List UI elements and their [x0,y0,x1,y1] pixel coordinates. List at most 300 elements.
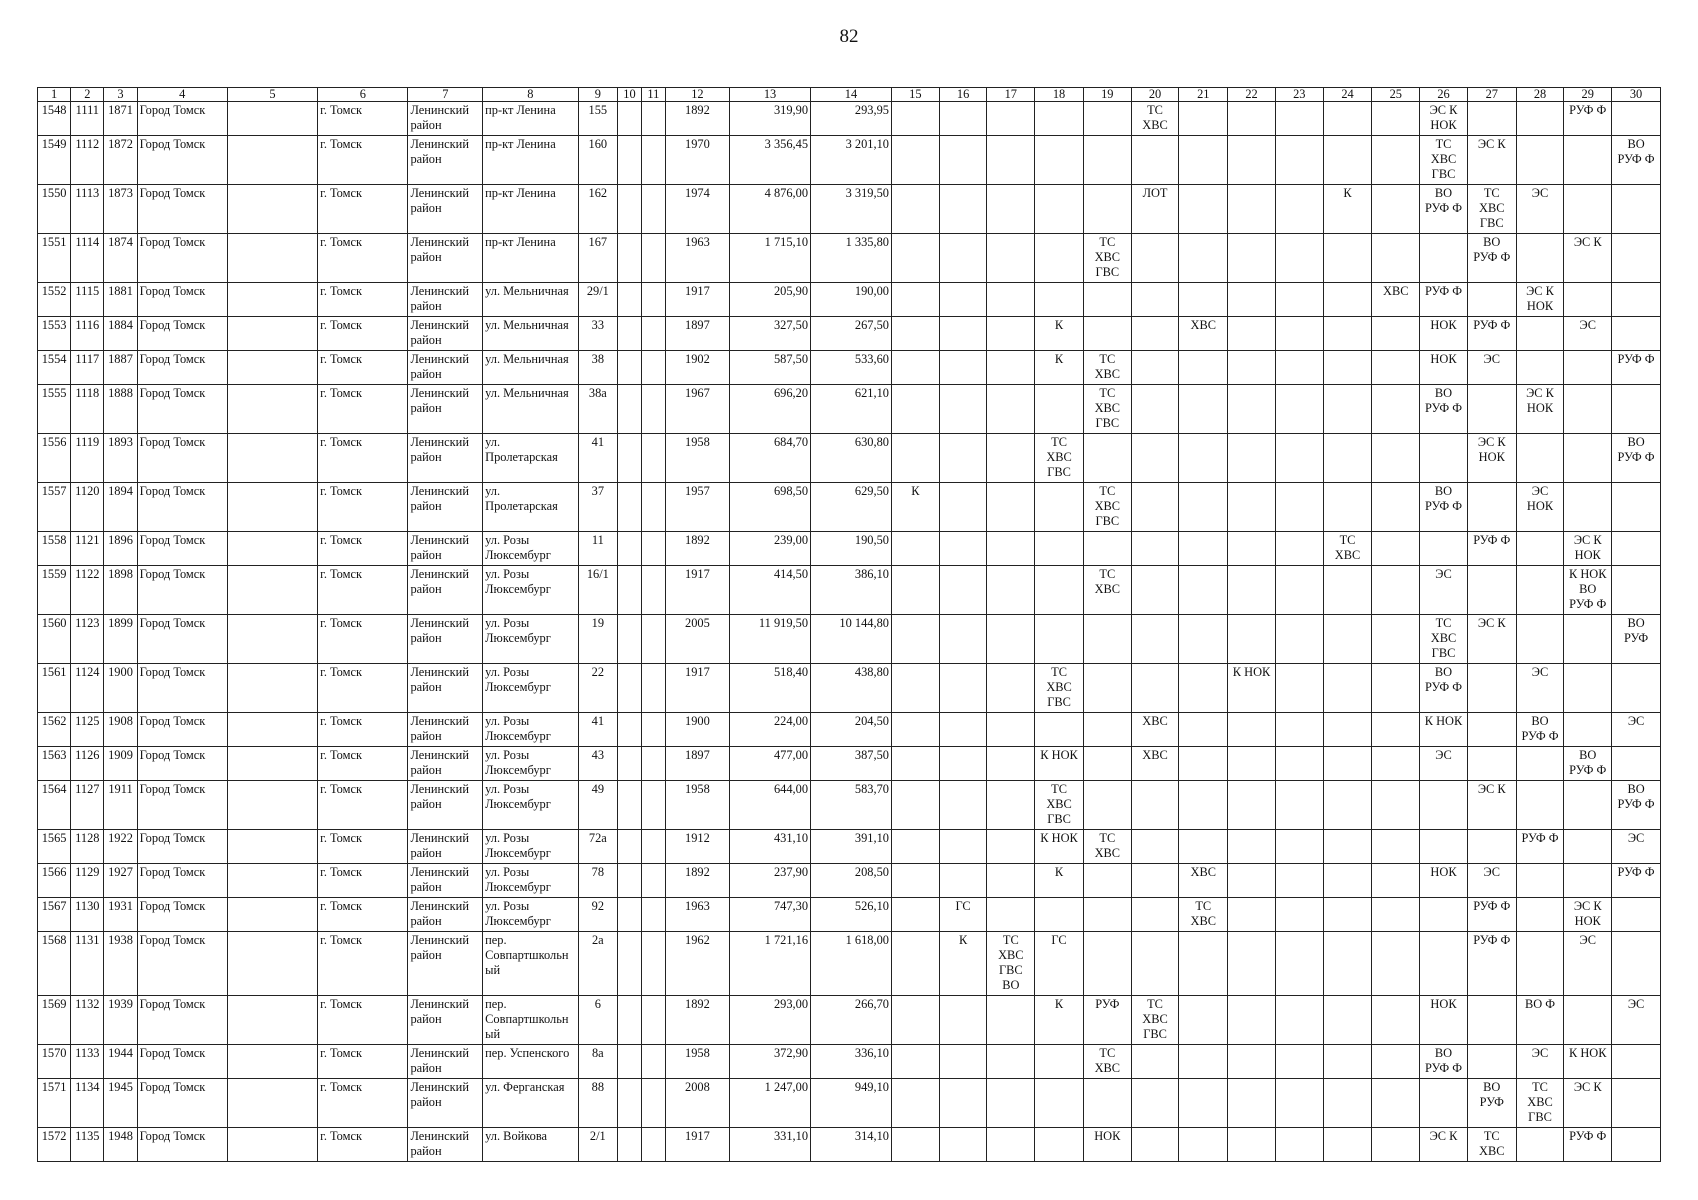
table-cell: Город Томск [137,385,227,434]
table-cell: ул. Мельничная [483,317,578,351]
table-cell: ЭС К НОК [1516,385,1564,434]
table-cell [891,664,939,713]
table-cell: 41 [578,434,617,483]
table-cell [1516,136,1564,185]
table-row [38,136,1661,185]
table-cell [641,283,665,317]
table-cell [939,283,987,317]
table-cell [1179,996,1228,1045]
table-cell: 1566 [38,864,71,898]
table-cell: ТС ХВС [1083,1045,1131,1079]
table-cell [618,781,642,830]
table-cell: ТС ХВС ГВС [1035,434,1084,483]
table-cell: РУФ Ф [1420,283,1468,317]
table-cell [1564,830,1612,864]
table-row [38,1079,1661,1128]
table-cell [1131,932,1179,996]
table-cell: 1917 [665,664,729,713]
table-cell [1179,102,1228,136]
table-cell [227,351,317,385]
table-cell: г. Томск [318,898,408,932]
table-cell [1228,1045,1276,1079]
table-cell: РУФ Ф [1467,898,1516,932]
table-cell [1564,483,1612,532]
table-cell: 1896 [104,532,137,566]
table-row [38,615,1661,664]
column-header: 30 [1612,88,1661,102]
table-cell [1516,898,1564,932]
table-cell [1228,532,1276,566]
table-cell: ул. Розы Люксембург [483,747,578,781]
table-cell: ТС ХВС ГВС [1083,385,1131,434]
table-cell: 1549 [38,136,71,185]
table-cell: 327,50 [730,317,811,351]
table-cell: 587,50 [730,351,811,385]
table-cell [227,713,317,747]
table-cell: ЭС К [1564,1079,1612,1128]
table-cell [1612,102,1661,136]
table-cell [939,1045,987,1079]
table-cell: ХВС [1179,317,1228,351]
table-cell: 11 919,50 [730,615,811,664]
table-cell: 1911 [104,781,137,830]
table-cell: 1908 [104,713,137,747]
table-cell [987,136,1035,185]
table-cell [1275,532,1323,566]
table-cell: г. Томск [318,864,408,898]
table-cell [1323,351,1372,385]
table-cell [618,898,642,932]
table-cell: 1898 [104,566,137,615]
table-cell: 190,00 [811,283,892,317]
table-cell: 190,50 [811,532,892,566]
table-cell: 1897 [665,747,729,781]
table-cell [1516,532,1564,566]
table-cell: Ленинский район [408,434,483,483]
table-cell: ВО РУФ Ф [1420,483,1468,532]
table-cell [227,864,317,898]
table-cell [891,615,939,664]
table-cell: Ленинский район [408,283,483,317]
table-cell: 1963 [665,234,729,283]
table-cell: ВО Ф [1516,996,1564,1045]
table-cell: Город Томск [137,136,227,185]
table-cell: ЭС К НОК [1564,898,1612,932]
table-cell: г. Томск [318,615,408,664]
table-cell: К [1323,185,1372,234]
table-cell: Город Томск [137,1045,227,1079]
table-cell [618,1079,642,1128]
table-cell: ЭС К [1467,615,1516,664]
table-cell: 1571 [38,1079,71,1128]
table-cell [1179,136,1228,185]
table-cell [1179,1045,1228,1079]
table-cell [618,317,642,351]
table-cell [1612,1045,1661,1079]
table-cell [1612,898,1661,932]
table-cell: Ленинский район [408,317,483,351]
table-cell: РУФ Ф [1564,1128,1612,1162]
table-cell: ЭС К НОК [1564,532,1612,566]
table-cell [227,185,317,234]
column-header: 6 [318,88,408,102]
table-cell [987,1128,1035,1162]
table-cell [1228,385,1276,434]
table-cell [618,864,642,898]
table-cell [1516,434,1564,483]
table-cell: 1900 [104,664,137,713]
table-cell [1228,185,1276,234]
table-cell [891,234,939,283]
table-cell [987,566,1035,615]
table-cell [1372,932,1420,996]
table-cell [1612,932,1661,996]
table-cell [1467,1045,1516,1079]
column-header: 12 [665,88,729,102]
table-cell [1323,664,1372,713]
table-cell [1035,1045,1084,1079]
table-cell: 621,10 [811,385,892,434]
table-cell [1516,864,1564,898]
table-cell [1083,136,1131,185]
table-cell [1228,830,1276,864]
table-cell: 1560 [38,615,71,664]
table-cell: Город Томск [137,102,227,136]
table-cell: 4 876,00 [730,185,811,234]
table-cell: 414,50 [730,566,811,615]
table-cell: 1970 [665,136,729,185]
table-cell: ТС ХВС [1083,830,1131,864]
table-cell: 1132 [71,996,104,1045]
table-cell [1564,864,1612,898]
table-cell [1612,483,1661,532]
table-cell [1131,234,1179,283]
column-header: 8 [483,88,578,102]
table-cell [1372,1079,1420,1128]
table-cell: Ленинский район [408,483,483,532]
table-cell: 1557 [38,483,71,532]
table-cell: 22 [578,664,617,713]
table-cell [641,317,665,351]
table-cell [1228,1128,1276,1162]
table-cell [1228,615,1276,664]
table-cell: г. Томск [318,283,408,317]
table-cell [1372,781,1420,830]
table-cell [1228,1079,1276,1128]
table-cell: ВО РУФ Ф [1467,234,1516,283]
table-cell [891,996,939,1045]
table-cell [939,185,987,234]
table-cell [618,932,642,996]
table-cell [1323,747,1372,781]
table-cell [939,532,987,566]
table-cell: 1893 [104,434,137,483]
table-cell [1035,898,1084,932]
table-body [38,102,1661,1162]
table-cell: 319,90 [730,102,811,136]
table-cell: Ленинский район [408,747,483,781]
table-cell [939,434,987,483]
table-cell: 224,00 [730,713,811,747]
table-cell [1179,615,1228,664]
table-cell: ул. Розы Люксембург [483,830,578,864]
table-cell [891,185,939,234]
table-cell [1179,932,1228,996]
table-cell [641,434,665,483]
table-cell [1035,136,1084,185]
column-header: 2 [71,88,104,102]
table-cell [1372,713,1420,747]
table-cell [987,483,1035,532]
table-cell [987,532,1035,566]
table-cell: 155 [578,102,617,136]
table-cell: 43 [578,747,617,781]
table-cell [227,1079,317,1128]
table-cell [1323,615,1372,664]
table-cell [1035,532,1084,566]
table-cell [1179,830,1228,864]
table-cell: 160 [578,136,617,185]
table-cell [1228,234,1276,283]
table-cell [1179,781,1228,830]
column-header: 25 [1372,88,1420,102]
table-cell [891,566,939,615]
table-cell [1323,781,1372,830]
table-cell [641,385,665,434]
table-cell: 1554 [38,351,71,385]
table-cell: 331,10 [730,1128,811,1162]
table-cell: Город Томск [137,781,227,830]
table-cell: Ленинский район [408,864,483,898]
table-cell: ХВС [1131,747,1179,781]
table-cell: ЭС К [1420,1128,1468,1162]
table-row [38,434,1661,483]
table-cell: 37 [578,483,617,532]
page-number: 82 [839,26,859,47]
table-row [38,317,1661,351]
column-header-row [38,88,1661,102]
table-cell [987,664,1035,713]
table-cell [1228,996,1276,1045]
table-cell: ЭС [1612,830,1661,864]
table-cell [1275,713,1323,747]
table-cell [1372,234,1420,283]
table-cell [891,532,939,566]
table-cell [891,317,939,351]
table-cell: ТС ХВС ГВС [1467,185,1516,234]
table-cell: Ленинский район [408,1045,483,1079]
table-cell: Ленинский район [408,136,483,185]
table-cell: 1873 [104,185,137,234]
table-cell: 1128 [71,830,104,864]
table-cell [1564,185,1612,234]
table-cell: 266,70 [811,996,892,1045]
table-cell [641,747,665,781]
table-cell: Город Томск [137,434,227,483]
column-header: 19 [1083,88,1131,102]
table-cell [939,234,987,283]
table-cell: 696,20 [730,385,811,434]
table-cell: 6 [578,996,617,1045]
table-cell: ЭС К [1564,234,1612,283]
table-cell [618,283,642,317]
table-cell [1131,136,1179,185]
table-cell [891,830,939,864]
table-cell: 1884 [104,317,137,351]
table-cell [1035,234,1084,283]
column-header: 7 [408,88,483,102]
table-cell [1372,1128,1420,1162]
table-cell: Город Томск [137,932,227,996]
table-cell [641,781,665,830]
table-cell: 1948 [104,1128,137,1162]
table-cell: 72а [578,830,617,864]
table-cell: 1963 [665,898,729,932]
table-cell [227,283,317,317]
table-cell [1372,996,1420,1045]
table-cell: 1117 [71,351,104,385]
table-cell [618,1128,642,1162]
table-row [38,1128,1661,1162]
table-cell [641,1128,665,1162]
table-cell: 1957 [665,483,729,532]
table-cell: 1548 [38,102,71,136]
table-cell [1323,483,1372,532]
table-cell [1564,781,1612,830]
table-cell: 3 201,10 [811,136,892,185]
table-cell [1323,864,1372,898]
table-cell [1228,566,1276,615]
table-cell [1516,102,1564,136]
table-cell: ЭС [1516,185,1564,234]
table-cell: Ленинский район [408,830,483,864]
table-cell [891,898,939,932]
table-cell: 1118 [71,385,104,434]
table-cell [1516,566,1564,615]
table-cell: 684,70 [730,434,811,483]
table-cell: ЭС [1564,317,1612,351]
table-cell [1083,434,1131,483]
table-cell: ЭС [1420,566,1468,615]
table-cell [1131,781,1179,830]
table-cell: 2а [578,932,617,996]
table-cell: ТС ХВС [1083,351,1131,385]
table-cell: Ленинский район [408,1128,483,1162]
table-cell: 1112 [71,136,104,185]
table-cell: 1122 [71,566,104,615]
table-cell [227,136,317,185]
table-cell [641,102,665,136]
table-cell [1323,136,1372,185]
table-cell [1275,1128,1323,1162]
table-cell: ул. Розы Люксембург [483,864,578,898]
table-cell: 162 [578,185,617,234]
table-cell [1372,532,1420,566]
table-cell: 431,10 [730,830,811,864]
table-cell: К НОК [1564,1045,1612,1079]
table-cell: 1124 [71,664,104,713]
table-cell: ул. Мельничная [483,283,578,317]
table-cell: ул. Розы Люксембург [483,566,578,615]
table-cell: 205,90 [730,283,811,317]
table-cell: ул. Розы Люксембург [483,781,578,830]
table-cell [641,996,665,1045]
table-cell: К [1035,864,1084,898]
table-cell: 1111 [71,102,104,136]
table-cell [1131,664,1179,713]
table-cell [939,747,987,781]
table-cell [1323,898,1372,932]
table-cell: 1127 [71,781,104,830]
table-cell: К [891,483,939,532]
table-cell [939,664,987,713]
table-cell: ТС ХВС [1179,898,1228,932]
table-cell: пр-кт Ленина [483,102,578,136]
table-cell: 477,00 [730,747,811,781]
table-cell [618,566,642,615]
table-cell: ЭС [1467,864,1516,898]
table-cell: ЭС [1612,996,1661,1045]
table-cell: Ленинский район [408,781,483,830]
table-cell: 372,90 [730,1045,811,1079]
table-cell [1275,283,1323,317]
table-cell [1179,283,1228,317]
table-cell: г. Томск [318,830,408,864]
table-cell: Ленинский район [408,932,483,996]
table-cell [641,864,665,898]
column-header: 13 [730,88,811,102]
table-cell: Город Томск [137,1079,227,1128]
table-cell: 1892 [665,996,729,1045]
table-cell [641,1045,665,1079]
table-cell: 1561 [38,664,71,713]
table-row [38,996,1661,1045]
table-cell: 33 [578,317,617,351]
table-cell [1275,747,1323,781]
table-row [38,664,1661,713]
table-cell: 239,00 [730,532,811,566]
table-row [38,351,1661,385]
table-cell: Город Томск [137,996,227,1045]
table-cell [227,317,317,351]
table-cell: 336,10 [811,1045,892,1079]
table-cell [1228,102,1276,136]
table-cell: г. Томск [318,532,408,566]
table-cell [939,385,987,434]
table-cell [1083,283,1131,317]
table-cell: К [939,932,987,996]
table-cell [1275,136,1323,185]
table-cell: 1564 [38,781,71,830]
table-cell [1612,185,1661,234]
table-cell: К НОК [1228,664,1276,713]
table-cell [1516,234,1564,283]
table-cell [1612,385,1661,434]
table-cell: ВО РУФ Ф [1420,664,1468,713]
table-cell [1275,830,1323,864]
column-header: 5 [227,88,317,102]
table-cell [1228,283,1276,317]
table-cell: пр-кт Ленина [483,234,578,283]
table-cell [1131,483,1179,532]
table-cell: 1927 [104,864,137,898]
table-cell: 1887 [104,351,137,385]
table-cell [1275,102,1323,136]
table-cell: ЭС [1516,664,1564,713]
table-cell: 1115 [71,283,104,317]
table-cell: ЭС К [1467,136,1516,185]
table-cell [1612,747,1661,781]
